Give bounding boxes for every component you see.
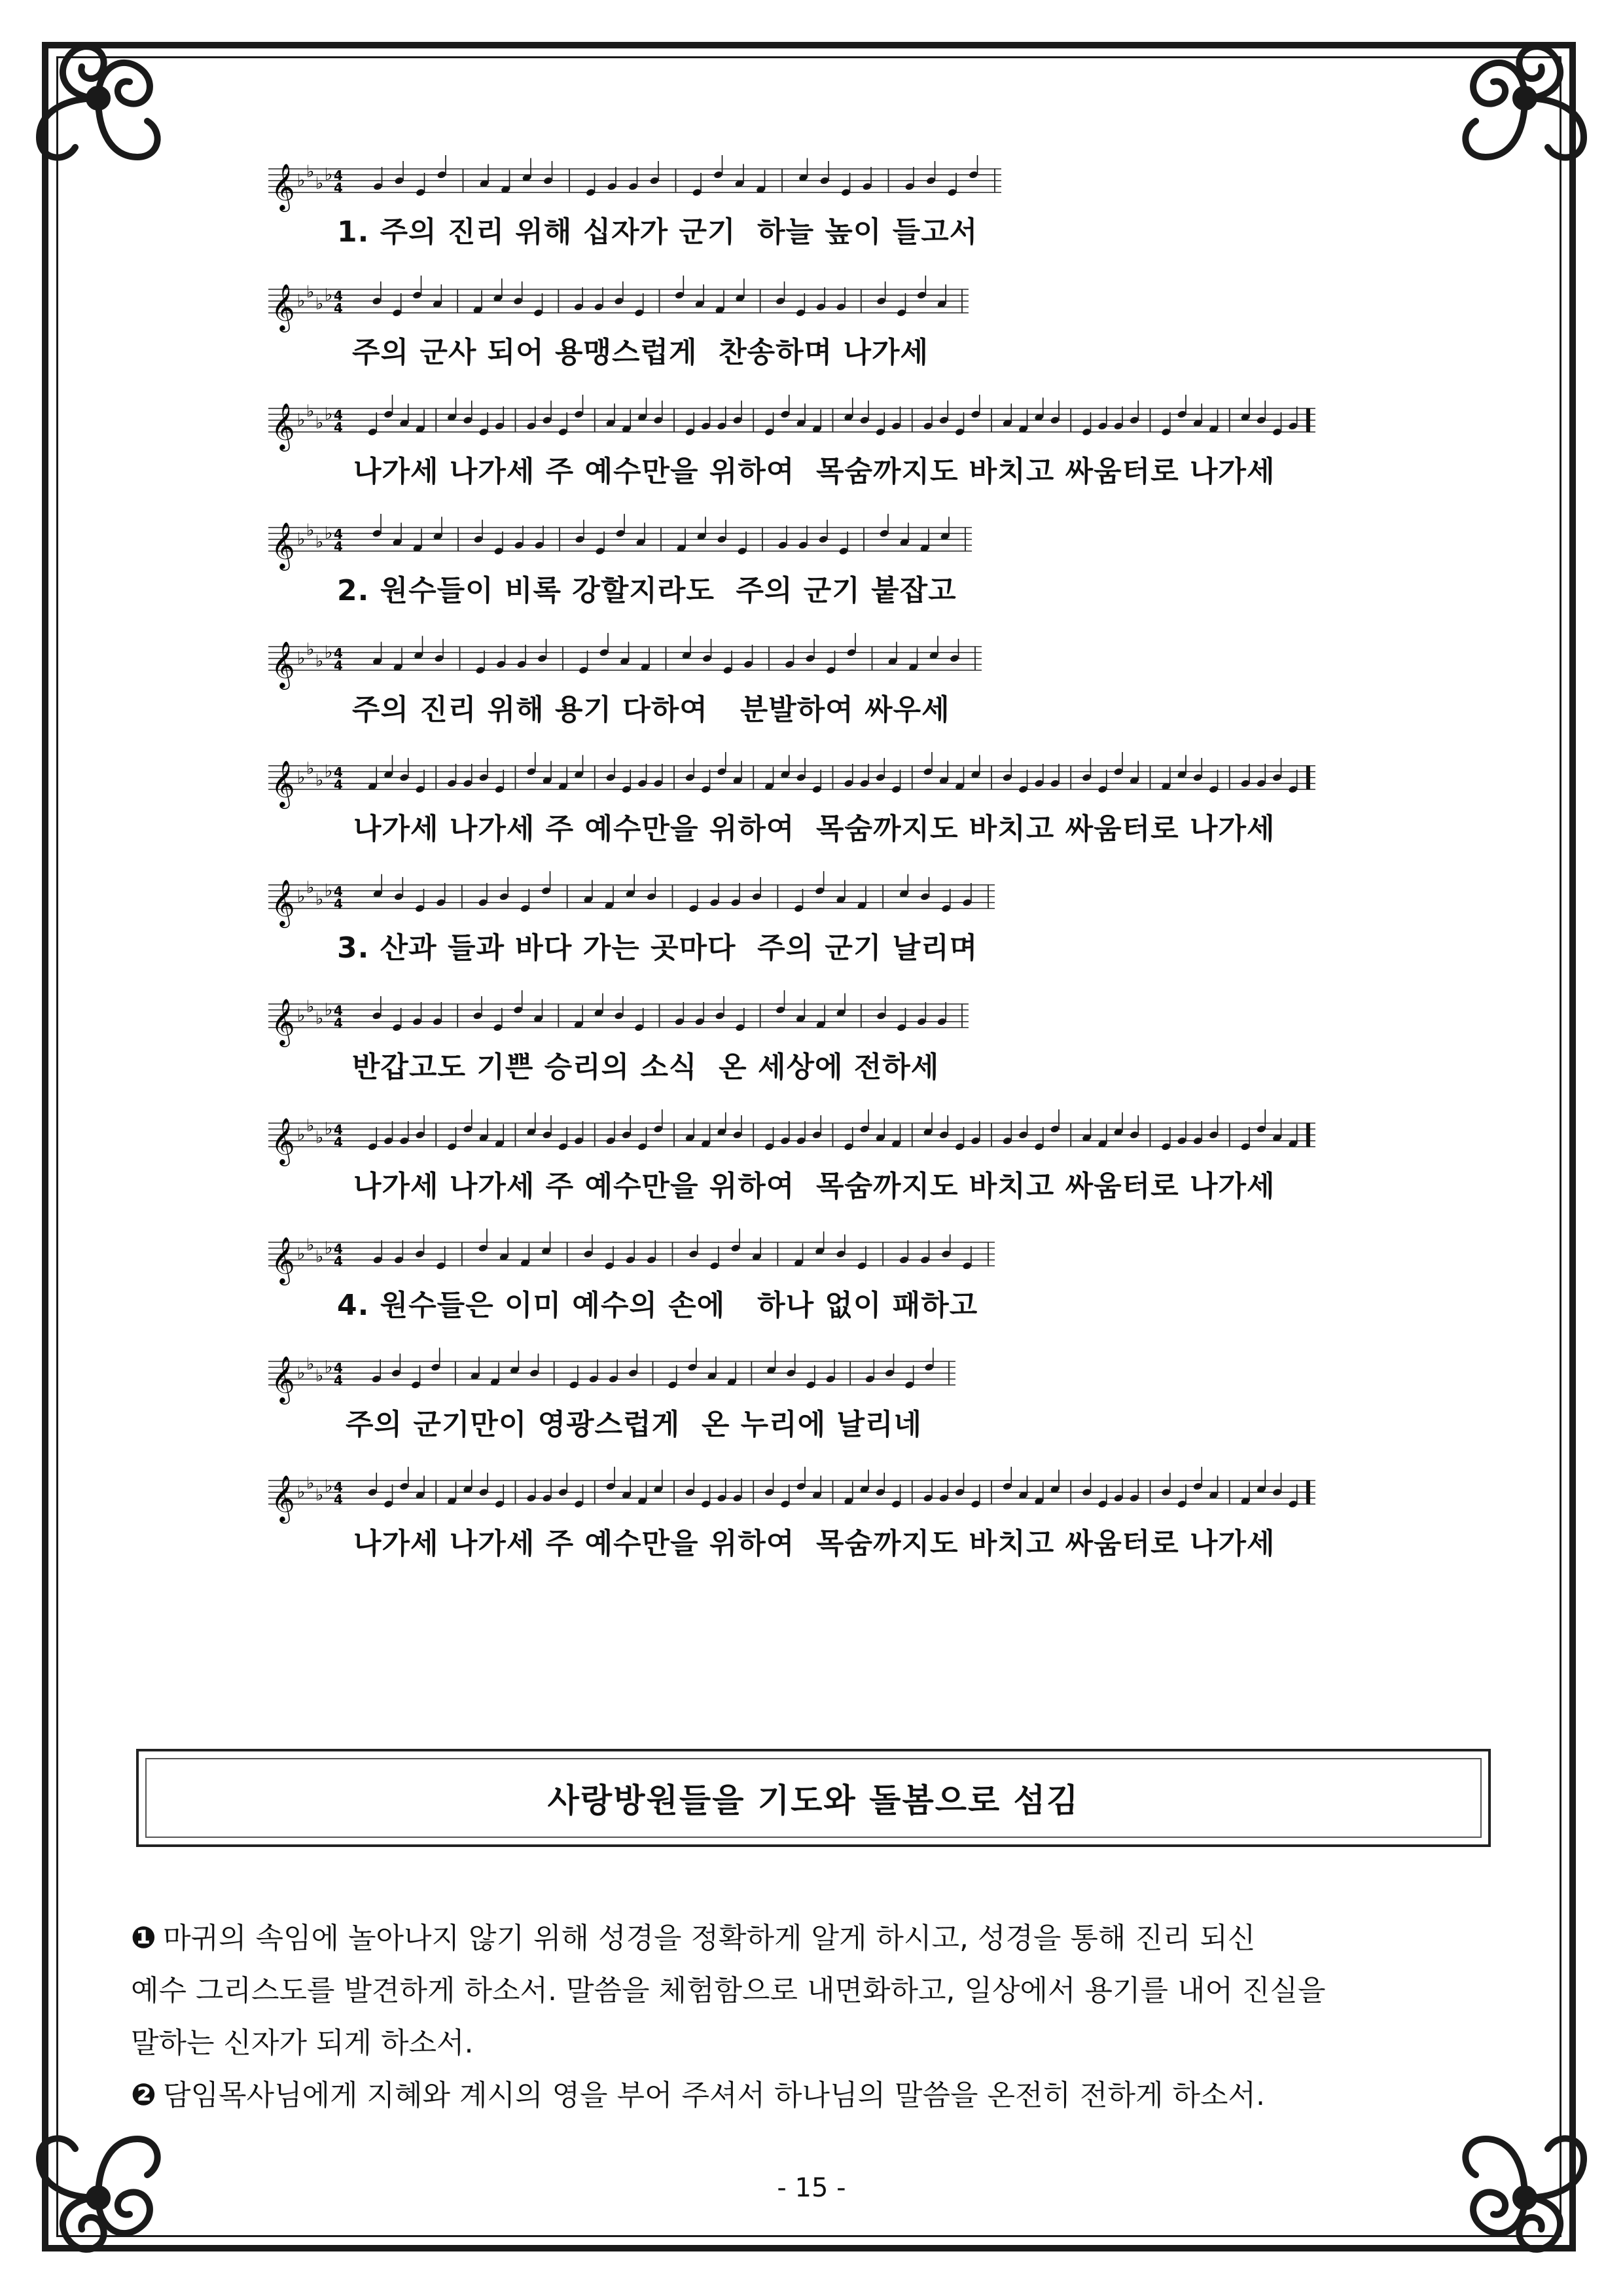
score-line (268, 1347, 955, 1441)
svg-text:♭: ♭ (325, 1477, 333, 1496)
svg-text:♭: ♭ (297, 887, 306, 906)
svg-text:♭: ♭ (297, 649, 306, 668)
score-line (268, 154, 1001, 249)
svg-text:♭: ♭ (325, 762, 333, 781)
svg-text:4: 4 (334, 1134, 343, 1150)
svg-text:𝄞: 𝄞 (271, 1236, 295, 1283)
lyric-line: 2. 원수들이 비록 강할지라도 주의 군기 붙잡고 (337, 574, 957, 607)
svg-text:4: 4 (334, 884, 343, 899)
svg-text:4: 4 (334, 300, 343, 316)
svg-text:4: 4 (334, 407, 343, 423)
svg-text:4: 4 (334, 658, 343, 673)
prayer-number: ❷ (131, 2077, 156, 2112)
svg-text:4: 4 (334, 777, 343, 793)
music-staff-icon (268, 1228, 995, 1287)
svg-text:𝄞: 𝄞 (271, 1474, 295, 1522)
score-line (268, 870, 995, 965)
lyric-line: 주의 군사 되어 용맹스럽게 찬송하며 나가세 (352, 336, 929, 369)
svg-text:♭: ♭ (315, 1009, 324, 1029)
music-staff-icon (268, 154, 1001, 213)
svg-text:♭: ♭ (306, 401, 315, 422)
svg-text:4: 4 (334, 1122, 343, 1138)
svg-text:♭: ♭ (306, 997, 315, 1017)
svg-text:4: 4 (334, 645, 343, 661)
score-line (268, 513, 972, 607)
corner-ornament-icon (13, 13, 183, 183)
svg-text:♭: ♭ (297, 171, 306, 190)
score-line (268, 751, 1315, 846)
svg-text:4: 4 (334, 288, 343, 304)
svg-text:♭: ♭ (325, 881, 333, 901)
music-staff-icon (268, 870, 995, 929)
music-staff-icon (268, 632, 982, 691)
music-staff-icon (268, 1109, 1315, 1168)
svg-text:♭: ♭ (297, 291, 306, 311)
prayer-text-line: 말하는 신자가 되게 하소서. (131, 2026, 474, 2060)
svg-text:𝄞: 𝄞 (271, 640, 295, 688)
music-staff-icon (268, 1466, 1315, 1525)
svg-text:♭: ♭ (306, 1354, 315, 1374)
prayer-item (131, 1911, 1492, 2070)
svg-text:4: 4 (334, 1492, 343, 1507)
svg-text:♭: ♭ (315, 889, 324, 910)
svg-text:𝄞: 𝄞 (271, 521, 295, 569)
page-number: - 15 - (777, 2173, 846, 2203)
lyric-line: 4. 원수들은 이미 예수의 손에 하나 없이 패하고 (337, 1289, 978, 1322)
svg-text:♭: ♭ (306, 520, 315, 541)
svg-text:4: 4 (334, 1360, 343, 1376)
svg-text:𝄞: 𝄞 (271, 878, 295, 926)
lyric-line: 1. 주의 진리 위해 십자가 군기 하늘 높이 들고서 (337, 215, 978, 249)
svg-text:𝄞: 𝄞 (271, 1117, 295, 1164)
svg-text:♭: ♭ (325, 285, 333, 305)
corner-ornament-icon (1440, 13, 1610, 183)
lyric-line: 주의 진리 위해 용기 다하여 분발하여 싸우세 (352, 693, 950, 726)
svg-text:♭: ♭ (315, 1247, 324, 1267)
svg-text:♭: ♭ (315, 1128, 324, 1148)
music-staff-icon (268, 990, 969, 1049)
section-title-box (136, 1749, 1491, 1847)
svg-text:♭: ♭ (297, 1125, 306, 1145)
svg-text:♭: ♭ (315, 1366, 324, 1386)
svg-text:𝄞: 𝄞 (271, 162, 295, 210)
svg-text:♭: ♭ (297, 410, 306, 430)
svg-text:4: 4 (334, 1241, 343, 1257)
svg-text:♭: ♭ (325, 1238, 333, 1258)
svg-text:♭: ♭ (306, 878, 315, 898)
svg-text:4: 4 (334, 896, 343, 912)
score-line (268, 1109, 1315, 1203)
score-line (268, 990, 969, 1084)
lyric-line: 나가세 나가세 주 예수만을 위하여 목숨까지도 바치고 싸움터로 나가세 (353, 455, 1275, 488)
lyric-line: 주의 군기만이 영광스럽게 온 누리에 날리네 (346, 1408, 922, 1441)
svg-text:♭: ♭ (306, 1473, 315, 1494)
svg-text:𝄞: 𝄞 (271, 759, 295, 807)
lyric-line: 반갑고도 기쁜 승리의 소식 온 세상에 전하세 (352, 1050, 940, 1084)
svg-text:♭: ♭ (306, 282, 315, 302)
svg-text:4: 4 (334, 764, 343, 780)
lyric-line: 나가세 나가세 주 예수만을 위하여 목숨까지도 바치고 싸움터로 나가세 (353, 1527, 1275, 1560)
score-line (268, 275, 969, 369)
prayer-text-line: 담임목사님에게 지혜와 계시의 영을 부어 주셔서 하나님의 말씀을 온전히 전하게 하소서. (162, 2079, 1265, 2112)
svg-text:♭: ♭ (325, 643, 333, 662)
music-staff-icon (268, 751, 1315, 810)
svg-text:♭: ♭ (325, 1000, 333, 1020)
music-staff-icon (268, 1347, 955, 1406)
svg-text:♭: ♭ (306, 1235, 315, 1255)
svg-text:♭: ♭ (325, 1119, 333, 1139)
section-title: 사랑방원들을 기도와 돌봄으로 섬김 (547, 1782, 1080, 1820)
svg-text:♭: ♭ (306, 759, 315, 779)
svg-text:𝄞: 𝄞 (271, 1355, 295, 1403)
svg-text:♭: ♭ (315, 413, 324, 433)
svg-text:♭: ♭ (315, 173, 324, 194)
svg-text:♭: ♭ (315, 532, 324, 552)
prayer-item (131, 2068, 1492, 2122)
lyric-line: 나가세 나가세 주 예수만을 위하여 목숨까지도 바치고 싸움터로 나가세 (353, 1170, 1275, 1203)
svg-text:4: 4 (334, 180, 343, 196)
svg-text:♭: ♭ (306, 1116, 315, 1136)
svg-text:4: 4 (334, 539, 343, 554)
svg-text:4: 4 (334, 420, 343, 435)
svg-text:𝄞: 𝄞 (271, 283, 295, 331)
svg-text:♭: ♭ (315, 294, 324, 314)
svg-text:♭: ♭ (297, 529, 306, 549)
svg-text:♭: ♭ (325, 1357, 333, 1377)
svg-text:♭: ♭ (325, 404, 333, 424)
svg-text:♭: ♭ (315, 770, 324, 791)
music-staff-icon (268, 275, 969, 334)
svg-text:4: 4 (334, 1015, 343, 1031)
score-line (268, 632, 982, 726)
svg-text:♭: ♭ (315, 651, 324, 672)
svg-text:♭: ♭ (306, 639, 315, 660)
svg-text:♭: ♭ (325, 165, 333, 185)
svg-text:4: 4 (334, 1253, 343, 1269)
prayer-number: ❶ (131, 1920, 156, 1955)
svg-text:4: 4 (334, 1479, 343, 1495)
svg-text:4: 4 (334, 1372, 343, 1388)
lyric-line: 3. 산과 들과 바다 가는 곳마다 주의 군기 날리며 (337, 931, 978, 965)
prayer-text-line: 마귀의 속임에 놀아나지 않기 위해 성경을 정확하게 알게 하시고, 성경을 통해 진리 되신 (162, 1922, 1256, 1955)
svg-text:4: 4 (334, 168, 343, 183)
svg-text:𝄞: 𝄞 (271, 997, 295, 1045)
svg-text:♭: ♭ (315, 1485, 324, 1505)
svg-text:♭: ♭ (297, 1363, 306, 1383)
lyric-line: 나가세 나가세 주 예수만을 위하여 목숨까지도 바치고 싸움터로 나가세 (353, 812, 1275, 846)
svg-text:♭: ♭ (297, 1006, 306, 1026)
svg-text:4: 4 (334, 1003, 343, 1018)
svg-text:♭: ♭ (297, 1482, 306, 1502)
score-line (268, 1466, 1315, 1560)
score-line (268, 394, 1315, 488)
music-staff-icon (268, 394, 1315, 453)
svg-text:♭: ♭ (325, 524, 333, 543)
score-line (268, 1228, 995, 1322)
svg-text:♭: ♭ (306, 162, 315, 182)
prayer-text-line: 예수 그리스도를 발견하게 하소서. 말씀을 체험함으로 내면화하고, 일상에서 용기를 내어 진실을 (131, 1974, 1326, 2007)
music-staff-icon (268, 513, 972, 572)
svg-text:𝄞: 𝄞 (271, 402, 295, 450)
svg-text:♭: ♭ (297, 1244, 306, 1264)
svg-text:♭: ♭ (297, 768, 306, 787)
svg-text:4: 4 (334, 526, 343, 542)
